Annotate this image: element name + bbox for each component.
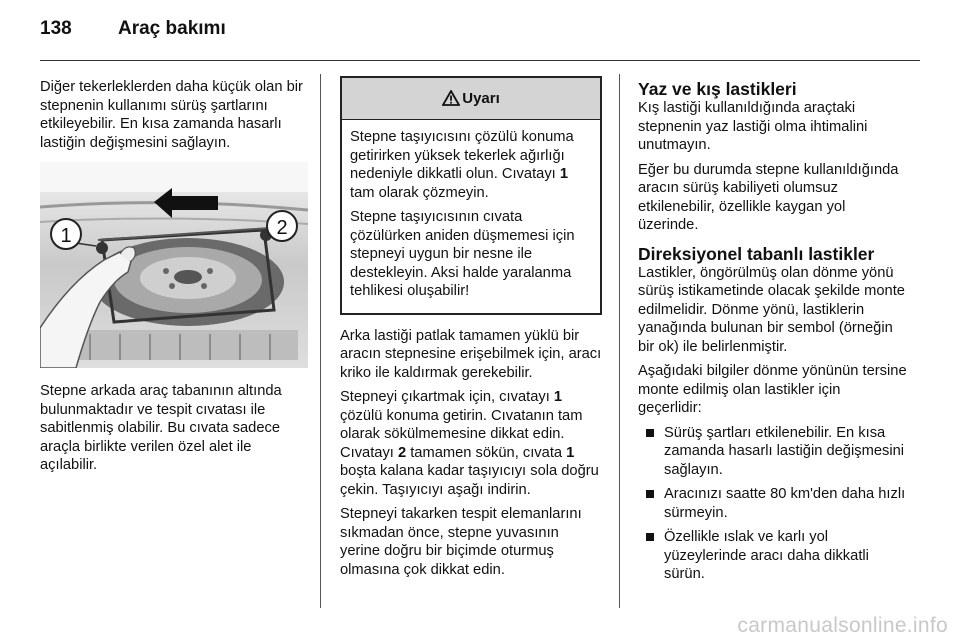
intro-paragraph: Diğer tekerleklerden daha küçük olan bir stepnenin kullanımı sürüş şartlarını etkileyebilir. En kısa zamanda hasarlı lastiğin değişmesini sağlayın. bbox=[40, 79, 303, 151]
column-divider bbox=[320, 74, 321, 608]
header-rule bbox=[40, 60, 920, 61]
column-right bbox=[638, 80, 908, 590]
removal-paragraph bbox=[340, 388, 602, 499]
bolt-ref: 2 bbox=[397, 444, 407, 461]
watermark: carmanualsonline.info bbox=[737, 614, 948, 637]
bullet-square-icon bbox=[646, 533, 654, 541]
bullet-square-icon bbox=[646, 429, 654, 437]
warning-paragraph-1 bbox=[350, 128, 592, 202]
list-item bbox=[638, 424, 908, 480]
list-item bbox=[638, 528, 908, 584]
page-title: Araç bakımı bbox=[118, 18, 226, 39]
page-header bbox=[40, 18, 226, 40]
bolt-ref: 1 bbox=[559, 166, 568, 182]
column-divider bbox=[619, 74, 620, 608]
install-paragraph: Stepneyi takarken tespit elemanlarını sıkmadan önce, stepne yuvasının yerine doğru bir biçimde oturmuş olmasına çok dikkat edin. bbox=[340, 506, 582, 578]
list-item-text: Aracınızı saatte 80 km'den daha hızlı sürmeyin. bbox=[664, 486, 906, 521]
text-run: çözülü konuma getirin. Cıvatanın tam olarak sökülmemesine dikkat edin. Cıvatayı bbox=[340, 407, 583, 461]
text-run: boşta kalana kadar taşıyıcıyı sola doğru çekin. Taşıyıcıyı aşağı indirin. bbox=[340, 463, 599, 498]
removal-instructions bbox=[340, 327, 602, 580]
warning-body bbox=[342, 120, 600, 313]
list-item bbox=[638, 485, 908, 522]
reverse-paragraph: Aşağıdaki bilgiler dönme yönünün tersine monte edilmiş olan lastikler için geçerlidir: bbox=[638, 363, 907, 416]
bolt-ref: 1 bbox=[553, 389, 563, 405]
text-run: Stepne taşıyıcısını çözülü konuma getirirken yüksek tekerlek ağırlığı nedeniyle dikkatli olun. Cıvatayı bbox=[350, 129, 574, 182]
handling-paragraph: Eğer bu durumda stepne kullanıldığında aracın sürüş kabiliyeti olumsuz etkilenebilir, özellikle kaygan yol üzerinde. bbox=[638, 161, 899, 233]
column-middle bbox=[340, 76, 602, 585]
bolt-ref: 1 bbox=[566, 444, 575, 461]
spare-location-paragraph: Stepne arkada araç tabanının altında bulunmaktadır ve tespit cıvatası ile sabitlenmiş olabilir. Bu cıvata sadece araçla birlikte verilen özel alet ile açılabilir. bbox=[40, 383, 282, 473]
spare-wheel-figure bbox=[40, 162, 308, 368]
bullet-square-icon bbox=[646, 490, 654, 498]
text-run: Stepneyi çıkartmak için, cıvatayı bbox=[340, 389, 554, 405]
warning-title: Uyarı bbox=[462, 90, 500, 107]
warning-box bbox=[340, 76, 602, 315]
column-left bbox=[40, 78, 308, 481]
callout-2: 2 bbox=[276, 217, 288, 239]
text-run: tam olarak çözmeyin. bbox=[350, 184, 489, 201]
callout-1: 1 bbox=[60, 225, 72, 247]
warning-triangle-icon bbox=[442, 90, 460, 106]
jack-paragraph: Arka lastiği patlak tamamen yüklü bir aracın stepnesine erişebilmek için, aracı kriko ile kaldırmak gerekebilir. bbox=[340, 327, 602, 381]
direction-paragraph: Lastikler, öngörülmüş olan dönme yönü sürüş istikametinde olacak şekilde monte edilmelidir. Dönme yönü, lastiklerin yanağında bulunan bir sembol (örneğin bir ok) ile belirlenmiştir. bbox=[638, 264, 905, 355]
warning-header bbox=[342, 78, 600, 120]
winter-tyre-paragraph: Kış lastiği kullanıldığında araçtaki stepnenin yaz lastiği olma ihtimalini unutmayın. bbox=[638, 100, 868, 153]
list-item-text: Sürüş şartları etkilenebilir. En kısa zamanda hasarlı lastiğin değişmesini sağlayın. bbox=[664, 424, 905, 478]
warning-paragraph-2: Stepne taşıyıcısının cıvata çözülürken aniden düşmemesi için stepneyi uygun bir nesne ile destekleyin. Aksi halde yaralanma tehlikesi oluşabilir! bbox=[350, 209, 575, 299]
section-heading: Yaz ve kış lastikleri bbox=[638, 79, 797, 99]
page-number: 138 bbox=[40, 18, 72, 39]
spare-wheel-illustration bbox=[40, 162, 308, 368]
bullet-list bbox=[638, 424, 908, 584]
text-run: tamamen sökün, cıvata bbox=[406, 444, 567, 461]
list-item-text: Özellikle ıslak ve karlı yol yüzeylerinde aracı daha dikkatli sürün. bbox=[664, 529, 869, 582]
section-heading: Direksiyonel tabanlı lastikler bbox=[638, 243, 875, 264]
